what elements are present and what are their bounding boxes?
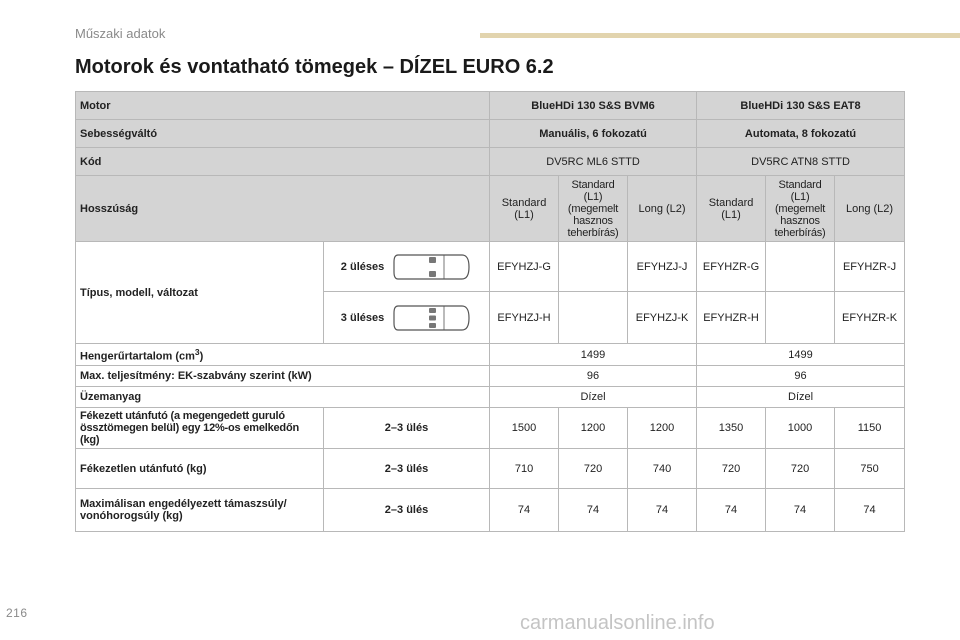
braked-value: 1150 xyxy=(835,408,905,449)
table-row xyxy=(76,148,905,176)
type-value: EFYHZJ-K xyxy=(628,292,697,344)
watermark: carmanualsonline.info xyxy=(520,612,715,634)
unbraked-label: Fékezetlen utánfutó (kg) xyxy=(76,449,324,489)
noseweight-value: 74 xyxy=(697,489,766,532)
length-standard-payload: Standard (L1) (megemelt hasznos teherbírás) xyxy=(766,176,835,242)
length-standard: Standard (L1) xyxy=(490,176,559,242)
header-accent-bar xyxy=(480,33,960,38)
unbraked-value: 750 xyxy=(835,449,905,489)
length-long: Long (L2) xyxy=(628,176,697,242)
van-2-seat-icon xyxy=(392,248,472,286)
table-row xyxy=(76,92,905,120)
table-row xyxy=(76,344,905,366)
braked-value: 1350 xyxy=(697,408,766,449)
code-2: DV5RC ATN8 STTD xyxy=(697,148,905,176)
braked-seats: 2–3 ülés xyxy=(324,408,490,449)
unbraked-value: 720 xyxy=(559,449,628,489)
length-long: Long (L2) xyxy=(835,176,905,242)
table-row xyxy=(76,449,905,489)
power-label: Max. teljesítmény: EK-szabvány szerint (kW) xyxy=(76,366,490,387)
power-2: 96 xyxy=(697,366,905,387)
section-title: Műszaki adatok xyxy=(75,26,166,41)
braked-value: 1000 xyxy=(766,408,835,449)
table-row xyxy=(76,489,905,532)
type-value: EFYHZJ-J xyxy=(628,242,697,292)
seats-3-label: 3 üléses xyxy=(340,311,385,324)
unbraked-value: 740 xyxy=(628,449,697,489)
fuel-2: Dízel xyxy=(697,387,905,408)
table-row xyxy=(76,242,905,292)
braked-value: 1200 xyxy=(559,408,628,449)
length-standard: Standard (L1) xyxy=(697,176,766,242)
displacement-label: Hengerűrtartalom $(cm^3)$ xyxy=(76,344,490,366)
engine-spec-table xyxy=(75,91,905,532)
fuel-1: Dízel xyxy=(490,387,697,408)
table-row xyxy=(76,120,905,148)
gearbox-1: Manuális, 6 fokozatú xyxy=(490,120,697,148)
type-value: EFYHZR-H xyxy=(697,292,766,344)
noseweight-value: 74 xyxy=(766,489,835,532)
type-value xyxy=(559,242,628,292)
fuel-label: Üzemanyag xyxy=(76,387,490,408)
noseweight-seats: 2–3 ülés xyxy=(324,489,490,532)
noseweight-value: 74 xyxy=(490,489,559,532)
type-value xyxy=(766,292,835,344)
code-1: DV5RC ML6 STTD xyxy=(490,148,697,176)
motor-2: BlueHDi 130 S&S EAT8 xyxy=(697,92,905,120)
code-label: Kód xyxy=(76,148,490,176)
van-3-seat-icon xyxy=(392,299,472,337)
motor-label: Motor xyxy=(76,92,490,120)
unbraked-value: 710 xyxy=(490,449,559,489)
type-value: EFYHZJ-G xyxy=(490,242,559,292)
unbraked-value: 720 xyxy=(766,449,835,489)
length-label: Hosszúság xyxy=(76,176,490,242)
type-value: EFYHZJ-H xyxy=(490,292,559,344)
braked-value: 1200 xyxy=(628,408,697,449)
displacement-1: 1499 xyxy=(490,344,697,366)
page-title: Motorok és vontatható tömegek – DÍZEL EURO 6.2 xyxy=(75,56,554,78)
table-row xyxy=(76,176,905,242)
table-row xyxy=(76,387,905,408)
unbraked-value: 720 xyxy=(697,449,766,489)
page-number: 216 xyxy=(6,606,28,620)
motor-1: BlueHDi 130 S&S BVM6 xyxy=(490,92,697,120)
seats-2-label: 2 üléses xyxy=(340,260,385,273)
table-row xyxy=(76,408,905,449)
braked-value: 1500 xyxy=(490,408,559,449)
gearbox-2: Automata, 8 fokozatú xyxy=(697,120,905,148)
gearbox-label: Sebességváltó xyxy=(76,120,490,148)
type-value xyxy=(559,292,628,344)
type-value: EFYHZR-J xyxy=(835,242,905,292)
type-label: Típus, modell, változat xyxy=(76,242,324,344)
type-value: EFYHZR-G xyxy=(697,242,766,292)
table-row xyxy=(76,366,905,387)
power-1: 96 xyxy=(490,366,697,387)
noseweight-value: 74 xyxy=(835,489,905,532)
noseweight-value: 74 xyxy=(559,489,628,532)
noseweight-value: 74 xyxy=(628,489,697,532)
length-standard-payload: Standard (L1) (megemelt hasznos teherbírás) xyxy=(559,176,628,242)
type-value xyxy=(766,242,835,292)
seats-3-cell xyxy=(324,292,490,344)
seats-2-cell xyxy=(324,242,490,292)
braked-label: Fékezett utánfutó (a megengedett guruló össztömegen belül) egy 12%-os emelkedőn (kg) xyxy=(76,408,324,449)
type-value: EFYHZR-K xyxy=(835,292,905,344)
unbraked-seats: 2–3 ülés xyxy=(324,449,490,489)
displacement-2: 1499 xyxy=(697,344,905,366)
noseweight-label: Maximálisan engedélyezett támaszsúly/ vonóhorogsúly (kg) xyxy=(76,489,324,532)
